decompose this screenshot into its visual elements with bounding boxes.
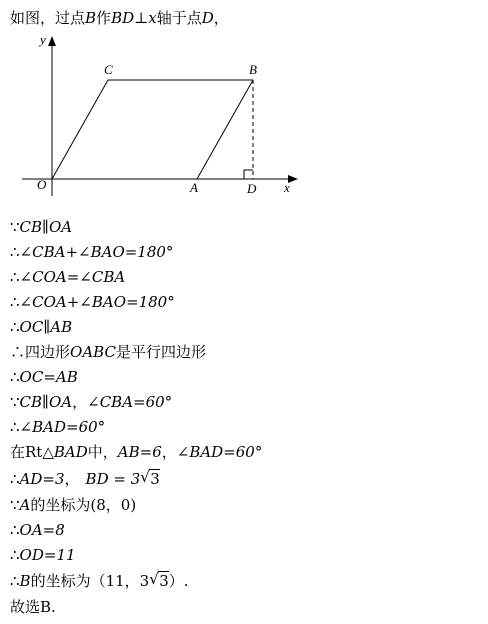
sqrt-symbol (149, 571, 169, 591)
label-x: x (284, 180, 290, 195)
radical-sign: √ (140, 468, 150, 486)
math-expression: B (19, 572, 31, 590)
proof-step-8 (10, 392, 172, 412)
chinese-text: 是平行四边形 (115, 343, 206, 361)
label-c: C (104, 62, 113, 77)
math-expression: AD=3 (19, 470, 65, 488)
intro-segment-bd: BD (111, 9, 135, 27)
chinese-text: ）. (168, 572, 189, 590)
math-expression: ∠COA=∠CBA (19, 268, 126, 286)
therefore-symbol: ∴ (10, 293, 20, 311)
proof-step-9 (10, 417, 105, 437)
proof-step-2 (10, 242, 173, 262)
math-expression: BD = 3 (85, 470, 141, 488)
chinese-text: 的坐标为（11，3 (30, 572, 150, 590)
therefore-symbol: ∴ (10, 243, 20, 261)
proof-step-14 (10, 545, 76, 565)
math-expression: OA=8 (19, 521, 65, 539)
segment-oc (52, 80, 108, 179)
proof-step-12 (10, 495, 136, 515)
math-expression: ∠CBA+∠BAO=180° (19, 243, 174, 261)
because-symbol: ∵ (10, 496, 20, 514)
proof-step-7 (10, 367, 78, 387)
answer-line (10, 597, 56, 617)
proof-step-6 (10, 342, 206, 362)
label-d: D (247, 181, 257, 196)
parallelogram-figure (18, 30, 308, 200)
therefore-symbol: ∴ (10, 318, 20, 336)
chinese-text: 四边形 (25, 343, 71, 361)
math-expression: ∠CBA=60° (87, 393, 173, 411)
proof-step-1 (10, 217, 72, 237)
math-expression: OD=11 (19, 546, 76, 564)
therefore-symbol: ∴ (10, 268, 20, 286)
therefore-symbol: ∴ (10, 343, 26, 361)
math-expression: OABC (70, 343, 116, 361)
math-expression: OC=AB (19, 368, 78, 386)
math-expression: ∠BAD=60° (19, 418, 106, 436)
therefore-symbol: ∴ (10, 368, 20, 386)
chinese-text: 中， (87, 443, 118, 461)
intro-x-axis: x (148, 9, 157, 27)
segment-ba (197, 80, 253, 179)
radical-sign: √ (149, 570, 159, 588)
proof-step-4 (10, 292, 175, 312)
math-expression: AB=6 (117, 443, 162, 461)
math-expression: A (19, 496, 31, 514)
intro-text: 轴于点 (156, 9, 202, 27)
proof-step-10 (10, 442, 262, 462)
intro-point-d: D (201, 9, 214, 27)
math-expression: CB∥OA (19, 218, 73, 236)
math-expression: CB∥OA (19, 393, 73, 411)
intro-text: 作 (96, 9, 112, 27)
intro-text: 如图，过点 (10, 9, 86, 27)
comma: ， (72, 393, 88, 411)
label-b: B (249, 62, 257, 77)
proof-step-5 (10, 317, 72, 337)
right-angle-marker (244, 170, 253, 179)
math-expression: ∠BAD=60° (176, 443, 263, 461)
label-o: O (37, 177, 47, 192)
intro-point-b: B (85, 9, 97, 27)
therefore-symbol: ∴ (10, 546, 20, 564)
math-expression: ∠COA+∠BAO=180° (19, 293, 175, 311)
intro-line (10, 8, 229, 28)
label-a: A (190, 180, 198, 195)
because-symbol: ∵ (10, 393, 20, 411)
math-expression: OC∥AB (19, 318, 73, 336)
comma: ， (64, 470, 80, 488)
comma: ， (161, 443, 177, 461)
sqrt-symbol (140, 469, 160, 489)
proof-step-11 (10, 469, 160, 489)
therefore-symbol: ∴ (10, 418, 20, 436)
proof-step-3 (10, 267, 125, 287)
math-expression: BAD (53, 443, 88, 461)
therefore-symbol: ∴ (10, 470, 20, 488)
proof-step-13 (10, 520, 65, 540)
chinese-text: 在Rt△ (10, 443, 54, 461)
label-y: y (40, 32, 46, 47)
radicand: 3 (159, 572, 169, 590)
radicand: 3 (150, 470, 160, 488)
proof-step-15 (10, 571, 189, 591)
therefore-symbol: ∴ (10, 521, 20, 539)
intro-comma: ， (213, 9, 229, 27)
because-symbol: ∵ (10, 218, 20, 236)
intro-perp-symbol: ⊥ (134, 9, 149, 27)
y-axis-arrow (48, 36, 56, 46)
therefore-symbol: ∴ (10, 572, 20, 590)
chinese-text: 的坐标为(8，0) (30, 496, 137, 514)
answer-text: 故选B. (10, 598, 56, 616)
